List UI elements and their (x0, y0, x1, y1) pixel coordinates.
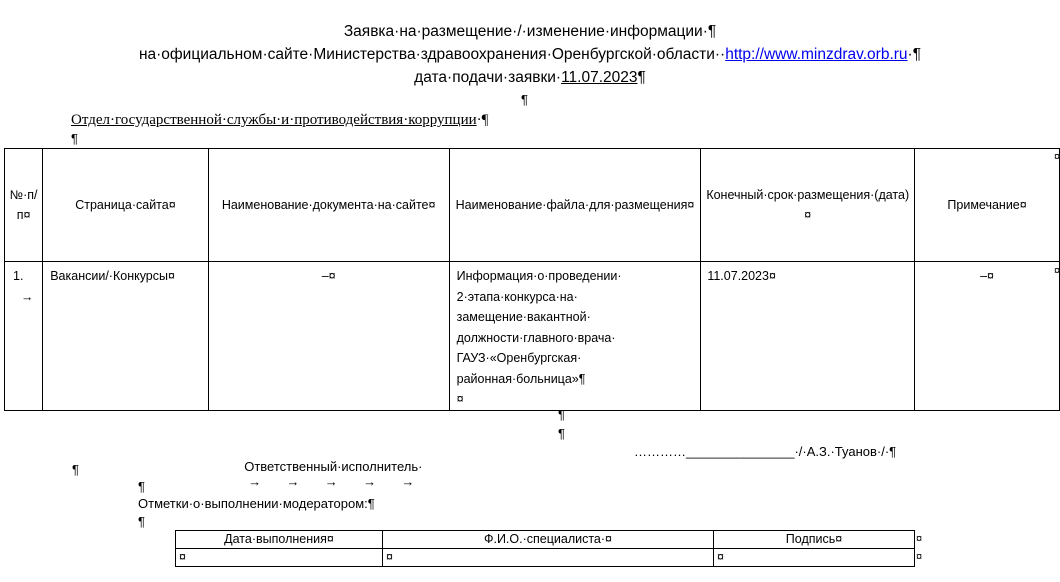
responsible-label: Ответственный·исполнитель· (244, 459, 423, 474)
department-name: Отдел·государственной·службы·и·противодействия·коррупции (71, 112, 477, 128)
file-line: районная·больница»¶ (456, 371, 586, 386)
file-line: ¤ (456, 392, 464, 406)
empty-paragraph: ¶ (138, 479, 145, 494)
empty-paragraph: ¶ (138, 514, 145, 529)
cell-signature[interactable]: ¤ (714, 549, 915, 567)
site-line (0, 44, 1060, 66)
row-end-marker: ¤ (1054, 151, 1060, 163)
cell-note: –¤ (915, 262, 1060, 411)
empty-paragraph: ¶ (72, 462, 79, 477)
empty-paragraph: ¶ (71, 131, 78, 146)
header-deadline: Конечный·срок·размещения·(дата)¤ (701, 149, 915, 262)
header-note: Примечание¤ (915, 149, 1060, 262)
row-end-marker: ¤ (916, 551, 923, 563)
header-specialist-name: Ф.И.О.·специалиста·¤ (383, 531, 714, 549)
responsible-line (237, 444, 422, 489)
ministry-site-link[interactable]: http://www.minzdrav.orb.ru (725, 46, 908, 63)
file-line: должности·главного·врача· (456, 330, 616, 345)
header-signature: Подпись¤ (714, 531, 915, 549)
file-line: 2·этапа·конкурса·на· (456, 289, 578, 304)
moderator-header-row (176, 531, 915, 549)
moderator-notes-label: Отметки·о·выполнении·модератором:¶ (138, 496, 375, 511)
request-title (0, 21, 1060, 43)
site-line-text: на·официальном·сайте·Министерства·здравоохранения·Оренбургской·области·· (138, 46, 726, 63)
cell-document-name: –¤ (208, 262, 449, 411)
file-line: замещение·вакантной· (456, 310, 591, 324)
header-site-page: Страница·сайта¤ (43, 149, 208, 262)
header-completion-date: Дата·выполнения¤ (176, 531, 383, 549)
cell-file-name (449, 262, 701, 411)
cell-completion-date[interactable]: ¤ (176, 549, 383, 567)
table-row (5, 262, 1060, 411)
cell-site-page: Вакансии/·Конкурсы¤ (43, 262, 208, 411)
empty-paragraph: ¶ (558, 426, 565, 441)
empty-paragraph: ¶ (558, 407, 565, 422)
header-number: №·п/п¤ (5, 149, 43, 262)
cell-specialist-name[interactable]: ¤ (383, 549, 714, 567)
tab-arrow-icon: → (21, 289, 34, 304)
department-pilcrow: ·¶ (476, 112, 489, 128)
submission-date-pilcrow: ¶ (637, 69, 646, 86)
department-line (71, 112, 488, 129)
header-file-name: Наименование·файла·для·размещения¤ (449, 149, 701, 262)
table-row (176, 549, 915, 567)
submission-date-label: дата·подачи·заявки· (414, 69, 562, 86)
cell-deadline: 11.07.2023¤ (701, 262, 915, 411)
file-line: Информация·о·проведении· (456, 269, 622, 283)
moderator-table (175, 530, 915, 567)
title-line-1: Заявка·на·размещение·/·изменение·информации·¶ (343, 23, 717, 40)
table-header-row (5, 149, 1060, 262)
submission-date-value: 11.07.2023 (561, 69, 638, 86)
file-line: ГАУЗ·«Оренбургская· (456, 351, 582, 365)
row-end-marker: ¤ (1054, 265, 1060, 277)
site-line-pilcrow: ·¶ (907, 46, 922, 63)
responsible-signature: …………_______________·/·А.З.·Туанов·/·¶ (634, 444, 897, 459)
request-table (4, 148, 1060, 411)
row-end-marker: ¤ (916, 533, 923, 545)
header-document-name: Наименование·документа·на·сайте¤ (208, 149, 449, 262)
empty-paragraph: ¶ (521, 92, 528, 107)
tab-arrows: → → → → → (248, 474, 415, 489)
row-number: 1. (13, 269, 24, 283)
submission-date-line (0, 67, 1060, 89)
cell-number (5, 262, 43, 411)
